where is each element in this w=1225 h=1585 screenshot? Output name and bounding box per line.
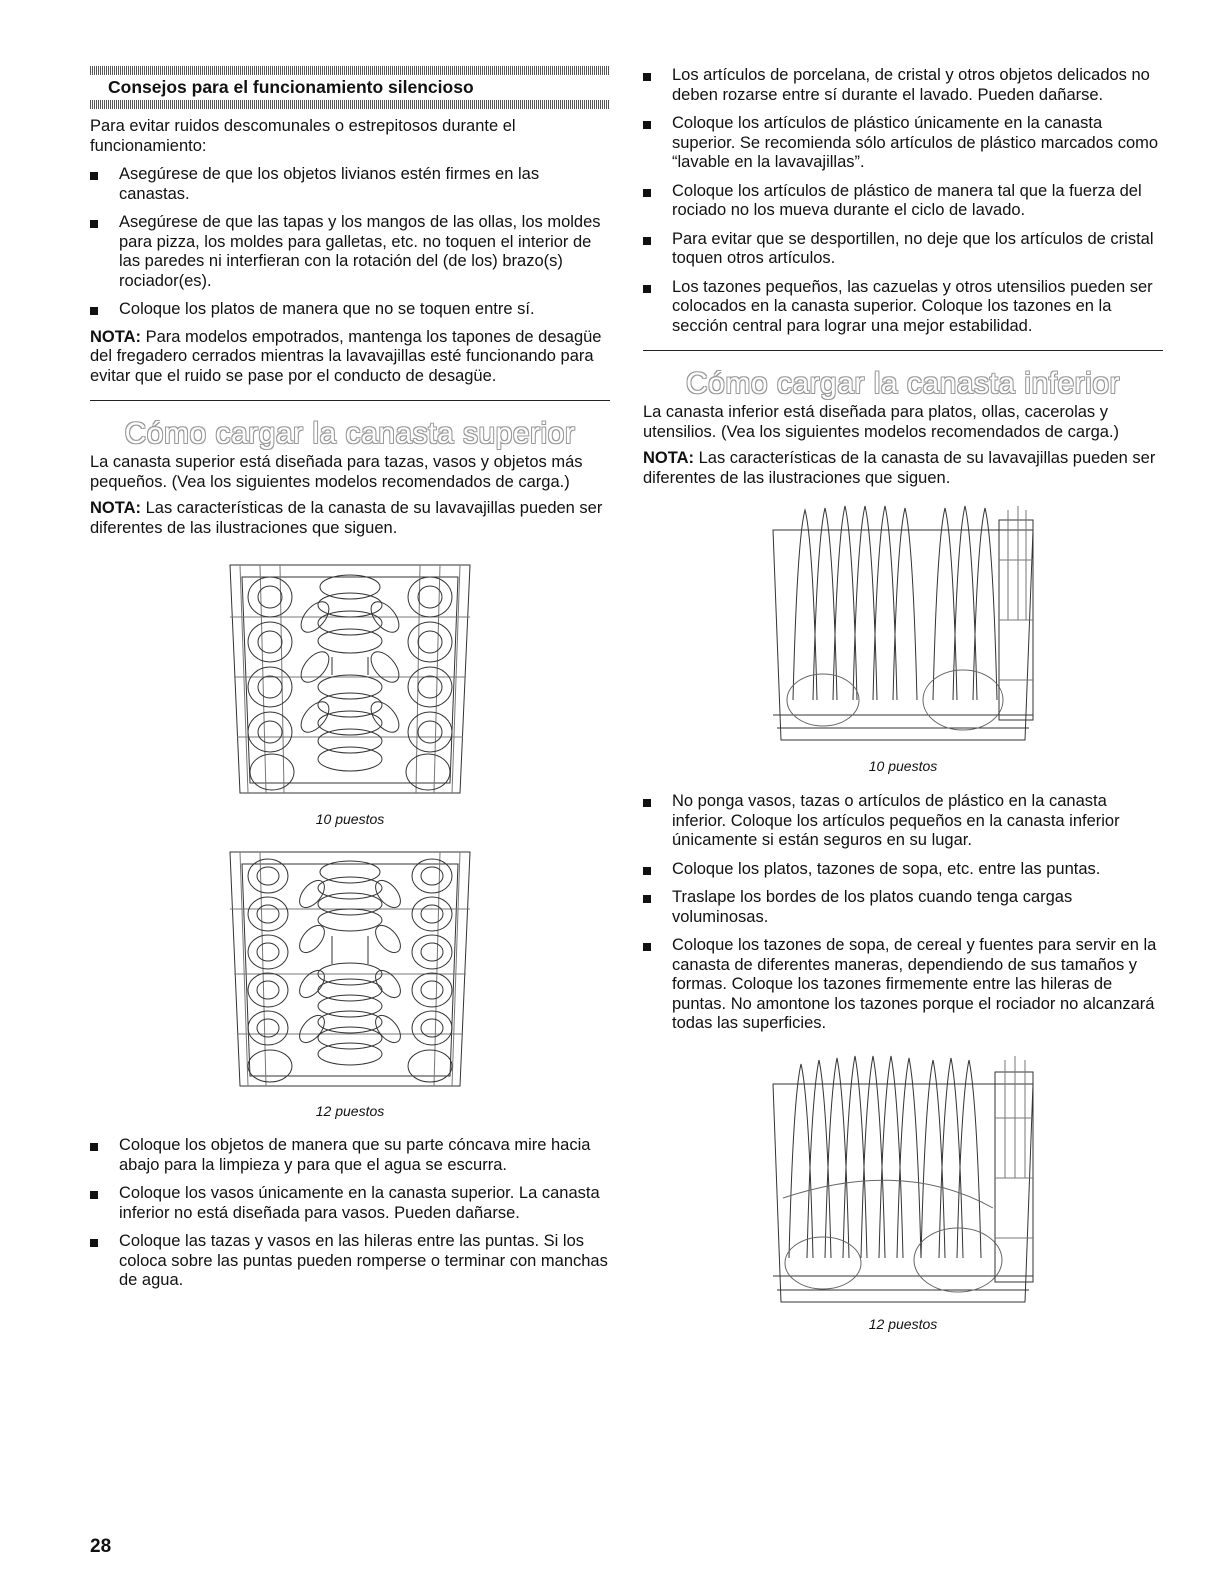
upper-bullet: Coloque los objetos de manera que su parte cóncava mire hacia abajo para la limpieza y para que el agua se escurra.	[90, 1136, 610, 1175]
section-divider	[643, 350, 1163, 351]
figure-caption: 10 puestos	[868, 758, 938, 774]
section-divider	[90, 400, 610, 401]
figure-caption: 10 puestos	[315, 811, 385, 827]
upper-intro: La canasta superior está diseñada para tazas, vasos y objetos más pequeños. (Vea los siguientes modelos recomendados de carga.)	[90, 453, 583, 491]
upper-bullet: Coloque los artículos de plástico de manera tal que la fuerza del rociado no los mueva durante el ciclo de lavado.	[643, 182, 1163, 221]
tips-intro: Para evitar ruidos descomunales o estrepitosos durante el funcionamiento:	[90, 117, 516, 155]
heading-hatch-bottom	[90, 100, 610, 109]
tips-bullet: Coloque los platos de manera que no se toquen entre sí.	[90, 300, 610, 320]
note-text: Las características de la canasta de su lavavajillas pueden ser diferentes de las ilustraciones que siguen.	[90, 499, 603, 537]
figure-caption: 12 puestos	[315, 1103, 385, 1119]
tips-note	[90, 328, 610, 387]
upper-bullet: Coloque los vasos únicamente en la canasta superior. La canasta inferior no está diseñada para vasos. Pueden dañarse.	[90, 1184, 610, 1223]
note-text: Las características de la canasta de su lavavajillas pueden ser diferentes de las ilustraciones que siguen.	[643, 449, 1156, 487]
left-column	[90, 66, 610, 1291]
right-column	[643, 66, 1163, 1332]
lower-rack-heading: Cómo cargar la canasta inferior	[685, 367, 1121, 400]
note-label: NOTA:	[643, 449, 695, 467]
tips-bullet: Asegúrese de que los objetos livianos estén firmes en las canastas.	[90, 165, 610, 204]
upper-bullet: Coloque las tazas y vasos en las hileras entre las puntas. Si los coloca sobre las puntas pueden romperse o terminar con manchas de agua.	[90, 1232, 610, 1291]
note-label: NOTA:	[90, 327, 142, 346]
upper-rack-10-illustration	[220, 557, 480, 803]
note-text: Para modelos empotrados, mantenga los tapones de desagüe del fregadero cerrados mientras la lavavajillas esté funcionando para evitar que el ruido se pase por el conducto de desagüe.	[90, 327, 602, 385]
upper-bullet: Los artículos de porcelana, de cristal y otros objetos delicados no deben rozarse entre sí durante el lavado. Pueden dañarse.	[643, 66, 1163, 105]
lower-bullet: Coloque los platos, tazones de sopa, etc. entre las puntas.	[643, 860, 1163, 880]
lower-bullet: Coloque los tazones de sopa, de cereal y fuentes para servir en la canasta de diferentes maneras, dependiendo de sus tamaños y formas. Coloque los tazones firmemente entre las hileras de puntas. No amontone los tazones porque el rociador no alcanzará todas las superficies.	[643, 936, 1163, 1034]
heading-hatch-top	[90, 66, 610, 75]
upper-bullet: Para evitar que se desportillen, no deje que los artículos de cristal toquen otros artículos.	[643, 230, 1163, 269]
lower-rack-10-illustration	[763, 500, 1043, 750]
lower-intro: La canasta inferior está diseñada para platos, ollas, cacerolas y utensilios. (Vea los siguientes modelos recomendados de carga.)	[643, 403, 1120, 441]
upper-rack-heading: Cómo cargar la canasta superior	[124, 417, 576, 450]
upper-rack-12-illustration	[220, 844, 480, 1094]
tips-heading-block	[90, 66, 610, 109]
page-number: 28	[90, 1536, 112, 1557]
lower-note	[643, 449, 1163, 488]
tips-bullet: Asegúrese de que las tapas y los mangos de las ollas, los moldes para pizza, los moldes para galletas, etc. no toquen el interior de las paredes ni interfieran con la rotación del (de los) brazo(s) rociador(es).	[90, 213, 610, 291]
upper-bullet: Coloque los artículos de plástico únicamente en la canasta superior. Se recomienda sólo artículos de plástico marcados como “lavable en la lavavajillas”.	[643, 114, 1163, 173]
note-label: NOTA:	[90, 499, 142, 517]
figure-caption: 12 puestos	[868, 1315, 938, 1332]
lower-bullet: No ponga vasos, tazas o artículos de plástico en la canasta inferior. Coloque los artículos pequeños en la canasta inferior únicamente si están seguros en su lugar.	[643, 792, 1163, 851]
tips-heading: Consejos para el funcionamiento silencioso	[108, 77, 474, 97]
upper-note	[90, 499, 610, 538]
lower-bullet: Traslape los bordes de los platos cuando tenga cargas voluminosas.	[643, 888, 1163, 927]
lower-rack-12-illustration	[763, 1048, 1043, 1310]
upper-bullet: Los tazones pequeños, las cazuelas y otros utensilios pueden ser colocados en la canasta superior. Coloque los tazones en la sección central para lograr una mejor estabilidad.	[643, 278, 1163, 337]
